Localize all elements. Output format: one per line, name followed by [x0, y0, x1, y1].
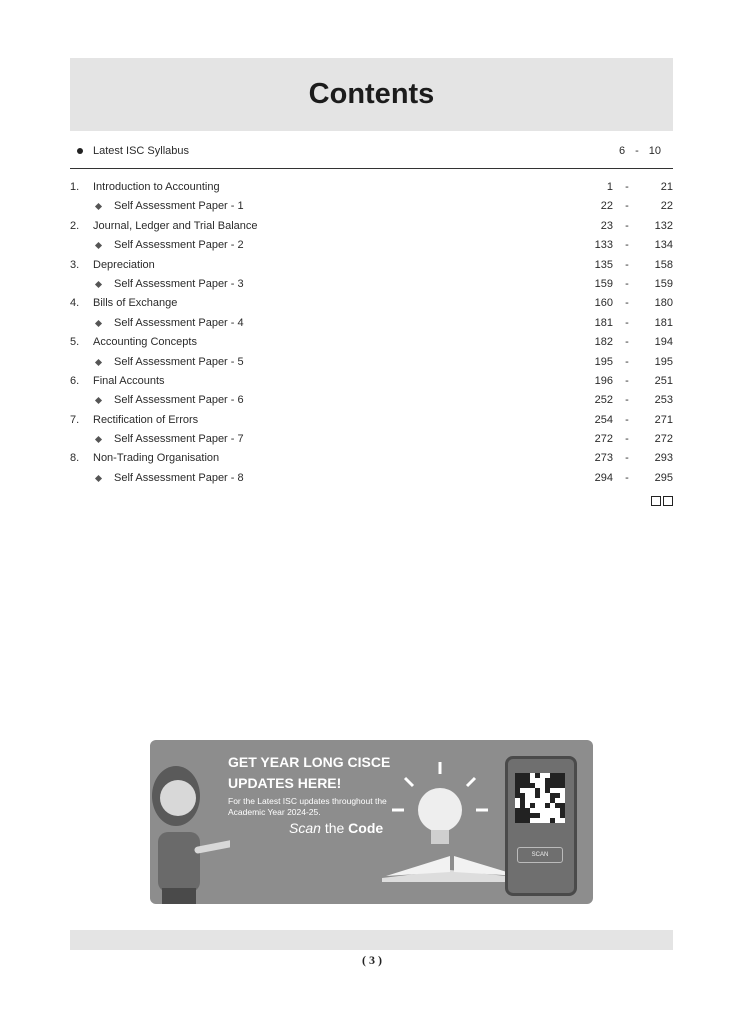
page-dash: - — [625, 413, 629, 426]
chapter-number: 8. — [70, 452, 80, 465]
page-start: 160 — [594, 297, 613, 310]
page-dash: - — [625, 355, 629, 368]
page-end: 271 — [654, 413, 673, 426]
scan-word: Scan — [289, 820, 321, 836]
page-end: 194 — [654, 336, 673, 349]
page-range — [579, 469, 673, 488]
page-start: 181 — [594, 316, 613, 329]
phone-illustration — [505, 756, 577, 896]
self-assessment-row[interactable] — [70, 430, 673, 449]
page-number: ( 3 ) — [362, 953, 382, 967]
page-start: 135 — [594, 258, 613, 271]
page-dash: - — [625, 471, 629, 484]
chapter-row[interactable] — [70, 449, 673, 468]
page-range — [579, 372, 673, 391]
page-dash: - — [625, 258, 629, 271]
chapter-title: Accounting Concepts — [93, 336, 197, 349]
chapter-title: Self Assessment Paper - 2 — [114, 239, 244, 252]
chapter-number: 4. — [70, 297, 80, 310]
self-assessment-row[interactable] — [70, 197, 673, 216]
self-assessment-row[interactable] — [70, 391, 673, 410]
syllabus-row[interactable] — [70, 140, 673, 169]
the-word: the — [324, 820, 345, 836]
page-range — [579, 275, 673, 294]
page-end: 293 — [654, 452, 673, 465]
page-range — [579, 197, 673, 216]
phone-scan-button: SCAN — [517, 847, 563, 863]
end-mark-icon — [651, 496, 673, 506]
page-start: 182 — [594, 336, 613, 349]
page-range — [579, 391, 673, 410]
page-end: 158 — [654, 258, 673, 271]
chapter-number: 5. — [70, 336, 80, 349]
page-dash: - — [625, 433, 629, 446]
chapter-number: 7. — [70, 413, 80, 426]
page-start: 195 — [594, 355, 613, 368]
page-start: 252 — [594, 394, 613, 407]
page-end: 251 — [654, 374, 673, 387]
page-end: 21 — [660, 181, 673, 193]
diamond-icon — [95, 436, 102, 443]
page-range — [579, 353, 673, 372]
chapter-title: Self Assessment Paper - 8 — [114, 471, 244, 484]
page-dash: - — [625, 374, 629, 387]
page-range — [579, 333, 673, 352]
page-start: 294 — [594, 471, 613, 484]
chapter-row[interactable] — [70, 294, 673, 313]
page-dash: - — [625, 297, 629, 310]
page-dash: - — [625, 277, 629, 290]
chapter-row[interactable] — [70, 217, 673, 236]
page-dash: - — [625, 316, 629, 329]
page-start: 272 — [594, 433, 613, 446]
girl-illustration-icon — [150, 760, 230, 904]
page-end: 22 — [660, 200, 673, 213]
page-range — [579, 411, 673, 430]
page-range — [579, 236, 673, 255]
page-dash: - — [625, 200, 629, 213]
bullet-icon — [77, 148, 83, 154]
chapter-title: Self Assessment Paper - 4 — [114, 316, 244, 329]
chapter-row[interactable] — [70, 333, 673, 352]
page-start: 22 — [600, 200, 613, 213]
syllabus-pages — [619, 145, 661, 157]
page-range — [579, 449, 673, 468]
chapter-number: 2. — [70, 219, 80, 232]
diamond-icon — [95, 358, 102, 365]
page-end: 295 — [654, 471, 673, 484]
page-range — [579, 294, 673, 313]
chapter-title: Self Assessment Paper - 7 — [114, 433, 244, 446]
chapter-title: Self Assessment Paper - 1 — [114, 200, 244, 213]
page-title: Contents — [308, 78, 435, 110]
chapter-title: Rectification of Errors — [93, 413, 199, 426]
page-start: 159 — [594, 277, 613, 290]
contents-list — [70, 178, 673, 488]
diamond-icon — [95, 320, 102, 327]
page-end: 181 — [654, 316, 673, 329]
page-dash: - — [625, 181, 629, 193]
page-start: 1 — [606, 181, 613, 193]
chapter-title: Depreciation — [93, 258, 155, 271]
page-end: 253 — [654, 394, 673, 407]
banner-title: GET YEAR LONG CISCE UPDATES HERE! — [228, 754, 391, 791]
qr-code-icon[interactable] — [515, 773, 565, 823]
self-assessment-row[interactable] — [70, 314, 673, 333]
page-end: 272 — [654, 433, 673, 446]
chapter-title: Self Assessment Paper - 3 — [114, 277, 244, 290]
page-end: 180 — [654, 297, 673, 310]
header-band — [70, 58, 673, 131]
chapter-row[interactable] — [70, 372, 673, 391]
chapter-row[interactable] — [70, 411, 673, 430]
chapter-title: Self Assessment Paper - 6 — [114, 394, 244, 407]
footer-band — [70, 930, 673, 950]
diamond-icon — [95, 475, 102, 482]
syllabus-end: 10 — [648, 145, 661, 157]
chapter-title: Final Accounts — [93, 374, 165, 387]
page-start: 273 — [594, 452, 613, 465]
self-assessment-row[interactable] — [70, 469, 673, 488]
self-assessment-row[interactable] — [70, 353, 673, 372]
scan-the-code-text — [289, 820, 383, 836]
diamond-icon — [95, 203, 102, 210]
chapter-title: Bills of Exchange — [93, 297, 178, 310]
page-end: 134 — [654, 239, 673, 252]
page-range — [579, 430, 673, 449]
chapter-number: 3. — [70, 258, 80, 271]
chapter-title: Non-Trading Organisation — [93, 452, 220, 465]
chapter-row[interactable] — [70, 256, 673, 275]
page-range — [579, 178, 673, 197]
diamond-icon — [95, 397, 102, 404]
syllabus-label: Latest ISC Syllabus — [93, 145, 189, 157]
chapter-title: Self Assessment Paper - 5 — [114, 355, 244, 368]
code-word: Code — [348, 820, 384, 836]
page-dash: - — [625, 239, 629, 252]
page-dash: - — [625, 452, 629, 465]
self-assessment-row[interactable] — [70, 236, 673, 255]
self-assessment-row[interactable] — [70, 275, 673, 294]
banner-subtitle: For the Latest ISC updates throughout the Academic Year 2024-25. — [228, 796, 387, 817]
qr-banner[interactable] — [150, 740, 604, 904]
chapter-title: Introduction to Accounting — [93, 181, 220, 193]
page-start: 23 — [600, 219, 613, 232]
page-start: 254 — [594, 413, 613, 426]
page-end: 132 — [654, 219, 673, 232]
page-end: 195 — [654, 355, 673, 368]
chapter-title: Journal, Ledger and Trial Balance — [93, 219, 258, 232]
page-range — [579, 314, 673, 333]
page-dash: - — [625, 336, 629, 349]
diamond-icon — [95, 281, 102, 288]
chapter-number: 6. — [70, 374, 80, 387]
chapter-row[interactable] — [70, 178, 673, 197]
chapter-number: 1. — [70, 181, 80, 193]
page-range — [579, 217, 673, 236]
page-start: 133 — [594, 239, 613, 252]
page-start: 196 — [594, 374, 613, 387]
syllabus-start: 6 — [619, 145, 626, 157]
page-end: 159 — [654, 277, 673, 290]
page-dash: - — [625, 219, 629, 232]
page-range — [579, 256, 673, 275]
page-dash: - — [625, 394, 629, 407]
syllabus-dash: - — [635, 145, 639, 157]
diamond-icon — [95, 242, 102, 249]
